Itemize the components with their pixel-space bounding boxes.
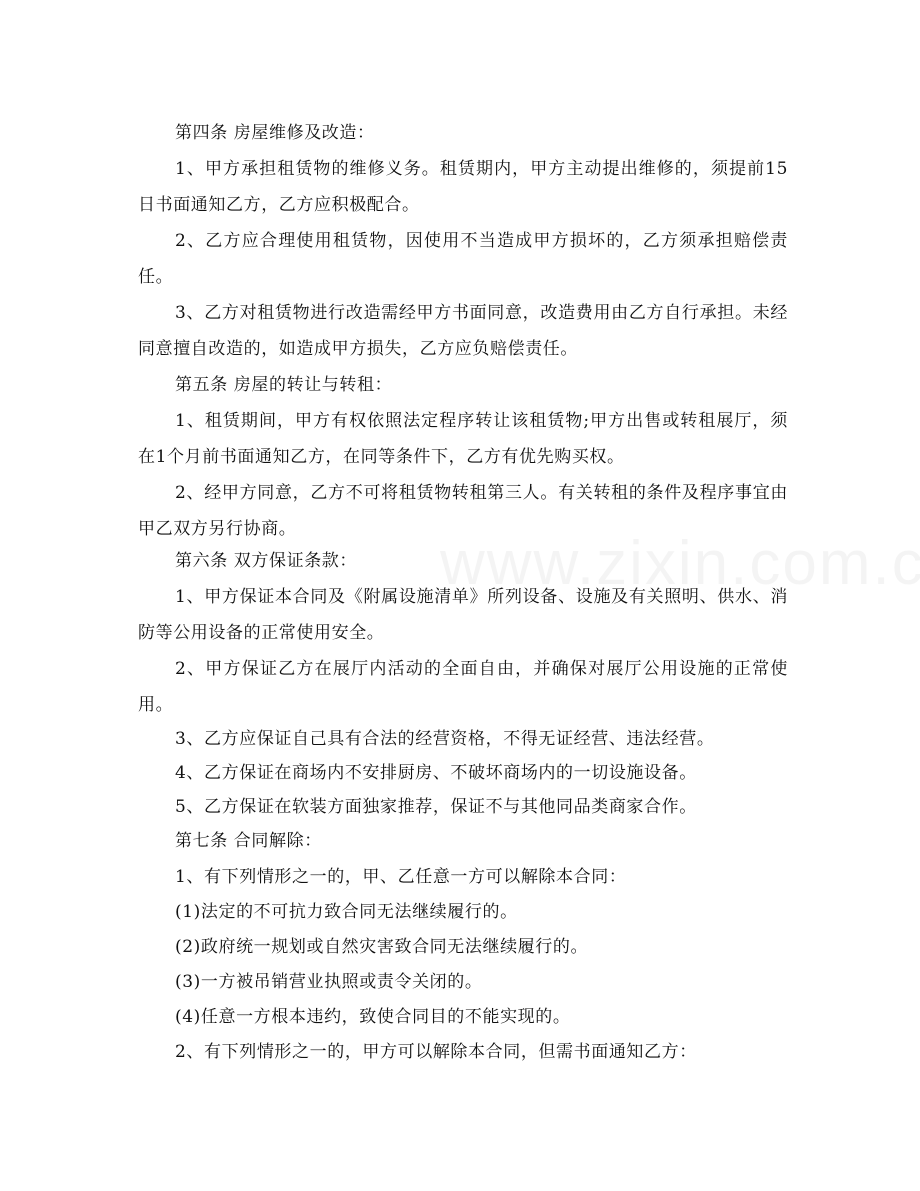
article-6-clause-1: 1、甲方保证本合同及《附属设施清单》所列设备、设施及有关照明、供水、消防等公用设备的正常使用安全。 (138, 587, 788, 643)
article-4-heading: 第四条 房屋维修及改造： (175, 123, 375, 143)
article-5-clause-1: 1、租赁期间，甲方有权依照法定程序转让该租赁物;甲方出售或转租展厅，须在1个月前书面通知乙方，在同等条件下，乙方有优先购买权。 (138, 411, 788, 467)
article-6-clause-4: 4、乙方保证在商场内不安排厨房、不破坏商场内的一切设施设备。 (175, 763, 697, 783)
article-4-clause-1: 1、甲方承担租赁物的维修义务。租赁期内，甲方主动提出维修的，须提前15日书面通知乙方，乙方应积极配合。 (138, 159, 788, 215)
article-6-clause-5: 5、乙方保证在软装方面独家推荐，保证不与其他同品类商家合作。 (175, 797, 697, 817)
article-6-clause-3: 3、乙方应保证自己具有合法的经营资格，不得无证经营、违法经营。 (175, 729, 715, 749)
article-7-item-3: (3)一方被吊销营业执照或责令关闭的。 (175, 972, 483, 992)
article-6-heading: 第六条 双方保证条款： (175, 551, 358, 571)
article-5-clause-2: 2、经甲方同意，乙方不可将租赁物转租第三人。有关转租的条件及程序事宜由甲乙双方另行协商。 (138, 483, 788, 539)
article-7-item-4: (4)任意一方根本违约，致使合同目的不能实现的。 (175, 1007, 571, 1027)
article-7-heading: 第七条 合同解除： (175, 831, 322, 851)
article-7-item-1: (1)法定的不可抗力致合同无法继续履行的。 (175, 902, 518, 922)
article-6-clause-2: 2、甲方保证乙方在展厅内活动的全面自由，并确保对展厅公用设施的正常使用。 (138, 659, 788, 715)
article-4-clause-3: 3、乙方对租赁物进行改造需经甲方书面同意，改造费用由乙方自行承担。未经同意擅自改造的，如造成甲方损失，乙方应负赔偿责任。 (138, 303, 788, 359)
article-7-clause-2: 2、有下列情形之一的，甲方可以解除本合同，但需书面通知乙方： (175, 1042, 697, 1062)
article-5-heading: 第五条 房屋的转让与转租： (175, 375, 393, 395)
article-4-clause-2: 2、乙方应合理使用租赁物，因使用不当造成甲方损坏的，乙方须承担赔偿责任。 (138, 231, 788, 287)
article-7-clause-1: 1、有下列情形之一的，甲、乙任意一方可以解除本合同： (175, 867, 627, 887)
article-7-item-2: (2)政府统一规划或自然灾害致合同无法继续履行的。 (175, 937, 589, 957)
